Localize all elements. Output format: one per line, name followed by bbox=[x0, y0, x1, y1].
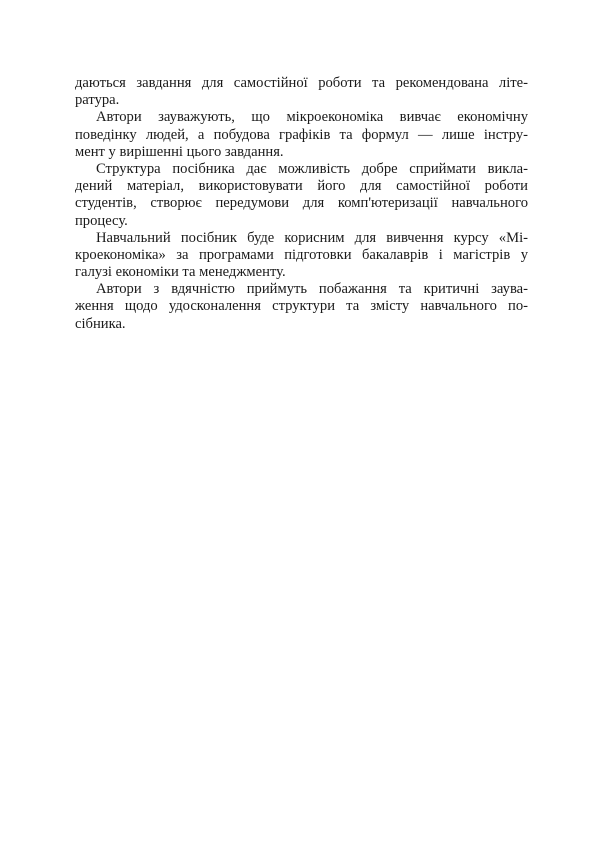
text-line: мент у вирішенні цього завдання. bbox=[75, 143, 284, 160]
text-line: ратура. bbox=[75, 92, 120, 109]
text-line: кроекономіка» за програмами підготовки бакалаврів і магістрів у bbox=[75, 246, 528, 263]
text-line: ження щодо удосконалення структури та змісту навчального по- bbox=[75, 298, 528, 315]
paragraph-tasks bbox=[75, 75, 528, 109]
paragraph-structure bbox=[75, 161, 528, 230]
text-line: сібника. bbox=[75, 315, 126, 332]
text-line: дений матеріал, використовувати його для самостійної роботи bbox=[75, 178, 528, 195]
text-line: Автори зауважують, що мікроекономіка вивчає економічну bbox=[96, 109, 528, 126]
text-line: Навчальний посібник буде корисним для вивчення курсу «Мі- bbox=[96, 229, 528, 246]
paragraph-feedback bbox=[75, 281, 528, 333]
paragraph-usefulness bbox=[75, 230, 528, 282]
text-line: процесу. bbox=[75, 212, 128, 229]
text-line: Автори з вдячністю приймуть побажання та критичні заува- bbox=[96, 281, 528, 298]
text-line: студентів, створює передумови для комп'ютеризації навчального bbox=[75, 195, 528, 212]
text-line: галузі економіки та менеджменту. bbox=[75, 264, 286, 281]
body-text bbox=[75, 75, 528, 333]
text-line: поведінку людей, а побудова графіків та формул — лише інстру- bbox=[75, 126, 528, 143]
paragraph-authors-note bbox=[75, 109, 528, 161]
text-line: Структура посібника дає можливість добре сприймати викла- bbox=[96, 160, 528, 177]
text-line: даються завдання для самостійної роботи та рекомендована літе- bbox=[75, 75, 528, 91]
